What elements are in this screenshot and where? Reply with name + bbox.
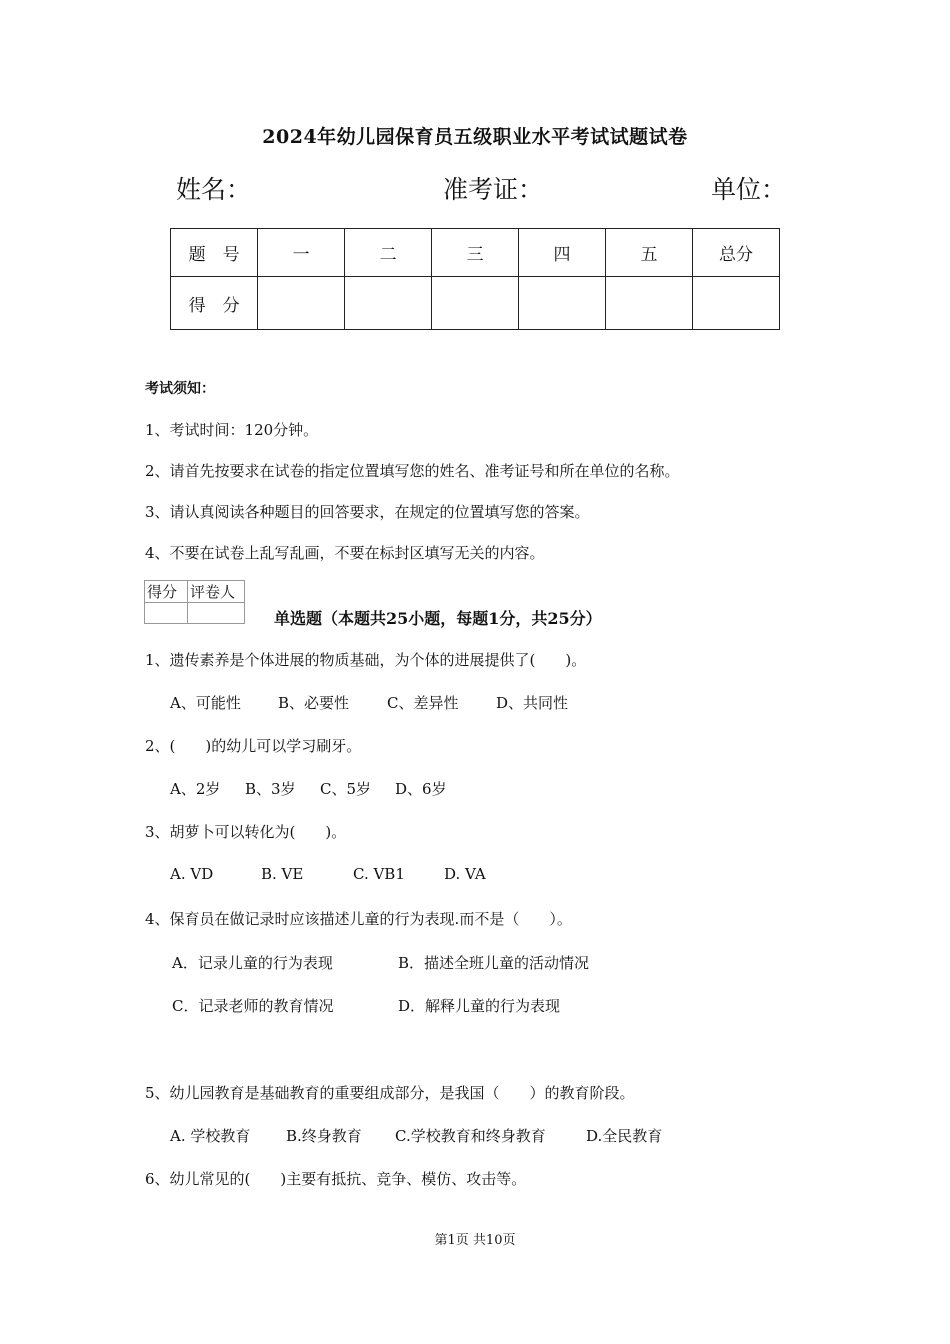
score-table-header-cell: 总分 bbox=[692, 229, 779, 277]
question-option: C. VB1 bbox=[353, 865, 405, 883]
exam-id-field-label: 准考证： bbox=[443, 175, 544, 204]
question-option: B、3岁 bbox=[245, 780, 296, 798]
question-text: 5、幼儿园教育是基础教育的重要组成部分，是我国（ ）的教育阶段。 bbox=[145, 1084, 635, 1102]
question-option: C.学校教育和终身教育 bbox=[395, 1127, 546, 1145]
grader-reviewer-cell[interactable] bbox=[188, 603, 245, 624]
question-text: 6、幼儿常见的( )主要有抵抗、竞争、模仿、攻击等。 bbox=[145, 1170, 527, 1188]
notice-item: 4、不要在试卷上乱写乱画，不要在标封区填写无关的内容。 bbox=[145, 544, 545, 562]
question-option: C、差异性 bbox=[387, 694, 459, 712]
page-footer: 第1页 共10页 bbox=[434, 1233, 516, 1248]
notice-item: 1、考试时间：120分钟。 bbox=[145, 421, 319, 439]
unit-field-label: 单位： bbox=[711, 175, 787, 204]
score-cell[interactable] bbox=[258, 277, 345, 330]
question-option: A、2岁 bbox=[170, 780, 221, 798]
score-table-header-row bbox=[171, 229, 780, 277]
question-text: 3、胡萝卜可以转化为( )。 bbox=[145, 823, 347, 841]
score-cell[interactable] bbox=[692, 277, 779, 330]
score-table-header-cell: 题 号 bbox=[171, 229, 258, 277]
question-option: B. VE bbox=[261, 865, 304, 883]
question-option: A. VD bbox=[170, 865, 214, 883]
score-table-header-cell: 四 bbox=[519, 229, 606, 277]
question-option: B．描述全班儿童的活动情况 bbox=[398, 954, 590, 972]
notice-item: 2、请首先按要求在试卷的指定位置填写您的姓名、准考证号和所在单位的名称。 bbox=[145, 462, 680, 480]
question-option: D、共同性 bbox=[496, 694, 569, 712]
question-option: D. VA bbox=[444, 865, 486, 883]
grader-score-cell[interactable] bbox=[145, 603, 188, 624]
section-title: 单选题（本题共25小题，每题1分，共25分） bbox=[274, 609, 602, 628]
question-option: C、5岁 bbox=[320, 780, 372, 798]
score-table-header-cell: 五 bbox=[606, 229, 693, 277]
score-cell[interactable] bbox=[345, 277, 432, 330]
question-option: A、可能性 bbox=[170, 694, 241, 712]
question-option: D．解释儿童的行为表现 bbox=[398, 997, 561, 1015]
score-table-header-cell: 一 bbox=[258, 229, 345, 277]
question-option: C．记录老师的教育情况 bbox=[172, 997, 334, 1015]
question-option: A．记录儿童的行为表现 bbox=[172, 954, 333, 972]
exam-title: 2024年幼儿园保育员五级职业水平考试试题试卷 bbox=[262, 126, 688, 148]
score-table-score-row bbox=[171, 277, 780, 330]
question-option: D.全民教育 bbox=[586, 1127, 663, 1145]
question-option: B、必要性 bbox=[278, 694, 350, 712]
score-cell[interactable] bbox=[606, 277, 693, 330]
question-option: D、6岁 bbox=[395, 780, 447, 798]
score-row-label: 得 分 bbox=[171, 277, 258, 330]
question-option: A. 学校教育 bbox=[170, 1127, 251, 1145]
grader-box bbox=[144, 580, 245, 624]
grader-reviewer-label: 评卷人 bbox=[188, 581, 245, 603]
question-text: 4、保育员在做记录时应该描述儿童的行为表现.而不是（ ）。 bbox=[145, 910, 572, 928]
score-cell[interactable] bbox=[519, 277, 606, 330]
notice-item: 3、请认真阅读各种题目的回答要求，在规定的位置填写您的答案。 bbox=[145, 503, 590, 521]
question-option: B.终身教育 bbox=[286, 1127, 362, 1145]
score-table-header-cell: 三 bbox=[432, 229, 519, 277]
name-field-label: 姓名： bbox=[176, 175, 252, 204]
grader-score-label: 得分 bbox=[145, 581, 188, 603]
notice-title: 考试须知： bbox=[145, 381, 215, 397]
question-text: 2、( )的幼儿可以学习刷牙。 bbox=[145, 737, 362, 755]
score-cell[interactable] bbox=[432, 277, 519, 330]
score-table-header-cell: 二 bbox=[345, 229, 432, 277]
question-text: 1、遗传素养是个体进展的物质基础，为个体的进展提供了( )。 bbox=[145, 651, 587, 669]
score-table bbox=[170, 228, 780, 330]
